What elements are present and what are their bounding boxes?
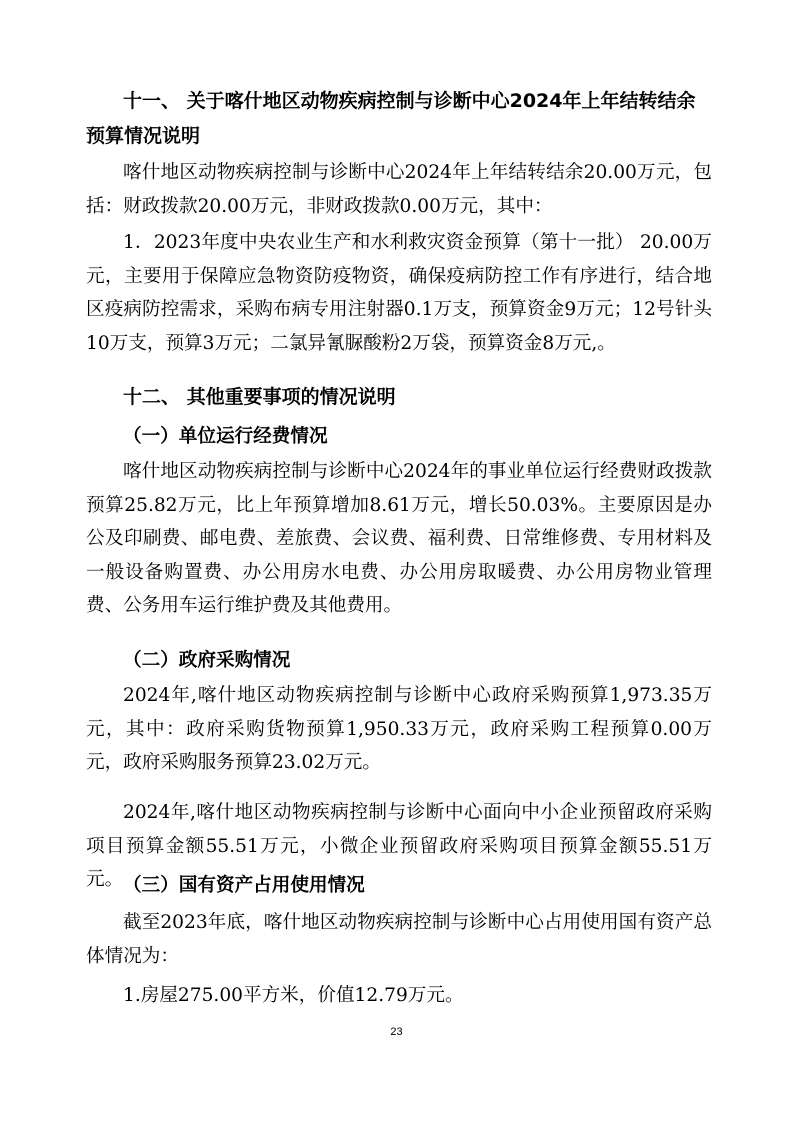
section-11-paragraph-1: 喀什地区动物疾病控制与诊断中心2024年上年结转结余20.00万元，包括：财政拨款20.00万元，非财政拨款0.00万元，其中： [86,162,712,217]
subsection-1-heading: （一）单位运行经费情况 [123,426,328,447]
subsection-1-paragraph: 喀什地区动物疾病控制与诊断中心2024年的事业单位运行经费财政拨款预算25.82万元，比上年预算增加8.61万元，增长50.03%。主要原因是办公及印刷费、邮电费、差旅费、会议费、福利费、日常维修费、专用材料及一般设备购置费、办公用房水电费、办公用房取暖费、办公用房物业管理费、公务用车运行维护费及其他费用。 [86,461,712,616]
section-11-paragraph-2: 1．2023年度中央农业生产和水利救灾资金预算（第十一批） 20.00万元，主要用于保障应急物资防疫物资，确保疫病防控工作有序进行，结合地区疫病防控需求，采购布病专用注射器0.1万支，预算资金9万元；12号针头10万支，预算3万元；二氯异氰脲酸粉2万袋，预算资金8万元,。 [86,232,712,354]
subsection-2-paragraph-1: 2024年,喀什地区动物疾病控制与诊断中心政府采购预算1,973.35万元，其中：政府采购货物预算1,950.33万元，政府采购工程预算0.00万元，政府采购服务预算23.02万元。 [86,685,712,773]
section-12-heading: 十二、 其他重要事项的情况说明 [123,386,396,408]
subsection-2-paragraph-2: 2024年,喀什地区动物疾病控制与诊断中心面向中小企业预留政府采购项目预算金额55.51万元，小微企业预留政府采购项目预算金额55.51万元。 [86,802,712,890]
section-11-heading: 十一、 关于喀什地区动物疾病控制与诊断中心2024年上年结转结余预算情况说明 [86,90,696,147]
subsection-3-paragraph-2: 1.房屋275.00平方米，价值12.79万元。 [123,985,464,1006]
subsection-3-heading: （三）国有资产占用使用情况 [123,875,365,896]
subsection-3-paragraph-1: 截至2023年底，喀什地区动物疾病控制与诊断中心占用使用国有资产总体情况为： [86,912,712,967]
subsection-2-heading: （二）政府采购情况 [123,650,291,671]
page-number: 23 [390,1026,403,1038]
